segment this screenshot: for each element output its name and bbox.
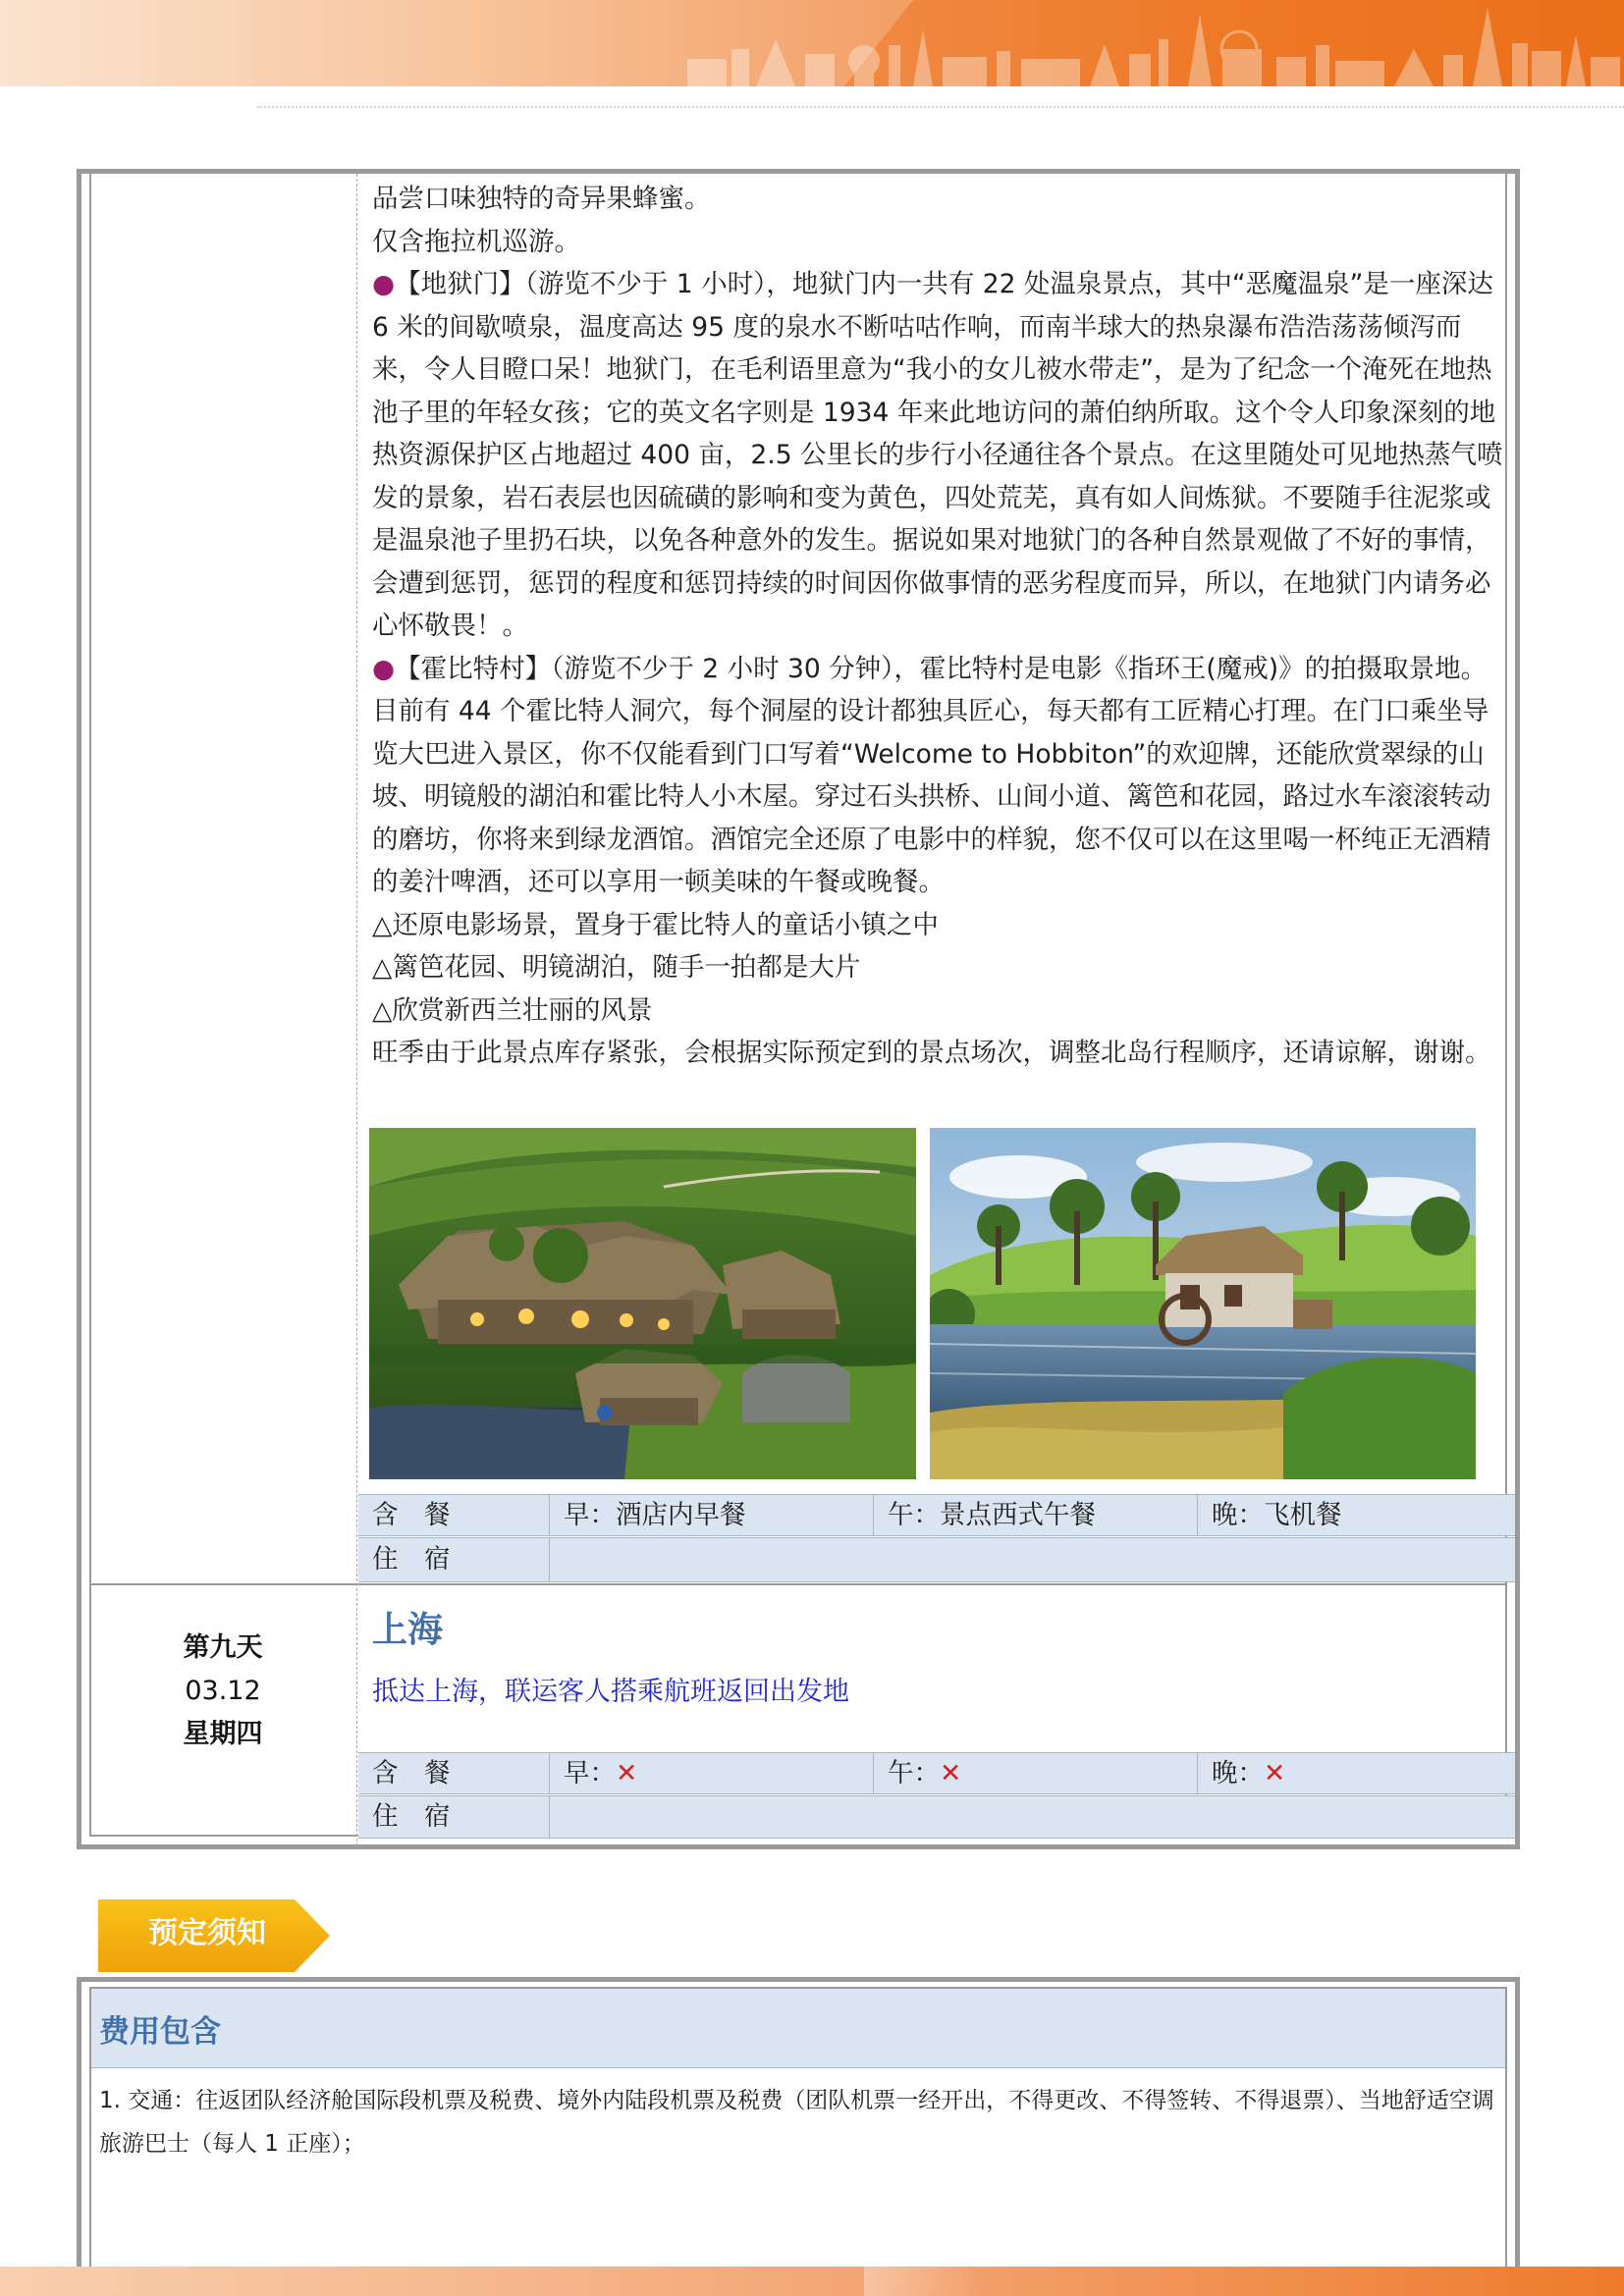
dinner-cell bbox=[1198, 1753, 1515, 1793]
hobbiton-text: 【霍比特村】（游览不少于 2 小时 30 分钟），霍比特村是电影《指环王(魔戒)》的拍摄取景地。目前有 44 个霍比特人洞穴，每个洞屋的设计都独具匠心，每天都有工匠精心打理。在门口乘坐导览大巴进入景区，你不仅能看到门口写着“Welcome to Hobbiton”的欢迎牌，还能欣赏翠绿的山坡、明镜般的湖泊和霍比特人小木屋。穿过石头拱桥、山间小道、篱笆和花园，路过水车滚滚转动的磨坊，你将来到绿龙酒馆。酒馆完全还原了电影中的样貌，您不仅可以在这里喝一杯纯正无酒精的姜汁啤酒，还可以享用一顿美味的午餐或晚餐。 bbox=[372, 653, 1491, 897]
bullet-icon: ● bbox=[372, 269, 396, 299]
highlight-item: △还原电影场景，置身于霍比特人的童话小镇之中 bbox=[372, 909, 939, 940]
day9-route: 抵达上海，联运客人搭乘航班返回出发地 bbox=[372, 1677, 849, 1707]
hobbiton-inn-photo bbox=[369, 1128, 916, 1479]
dinner-prefix: 晚： bbox=[1212, 1758, 1264, 1789]
highlight-item: △欣赏新西兰壮丽的风景 bbox=[372, 994, 653, 1026]
breakfast-cell bbox=[550, 1753, 874, 1793]
booking-notice-title: 预定须知 bbox=[148, 1916, 266, 1950]
header-banner bbox=[0, 0, 1624, 86]
fee-item-transport: 1. 交通：往返团队经济舱国际段机票及税费、境外内陆段机票及税费（团队机票一经开出，不得更改、不得签转、不得退票）、当地舒适空调旅游巴士（每人 1 正座）； bbox=[99, 2088, 1494, 2157]
breakfast-prefix: 早： bbox=[564, 1758, 616, 1789]
hells-gate-text: 【地狱门】（游览不少于 1 小时），地狱门内一共有 22 处温泉景点，其中“恶魔温泉”是一座深达 6 米的间歇喷泉，温度高达 95 度的泉水不断咕咕作响，而南半球大的热泉瀑布浩浩荡荡倾泻而来，令人目瞪口呆！地狱门，在毛利语里意为“我小的女儿被水带走”，是为了纪念一个淹死在地热池子里的年轻女孩；它的英文名字则是 1934 年来此地访问的萧伯纳所取。这个令人印象深刻的地热资源保护区占地超过 400 亩，2.5 公里长的步行小径通往各个景点。在这里随处可见地热蒸气喷发的景象，岩石表层也因硫磺的影响和变为黄色，四处荒芜，真有如人间炼狱。不要随手往泥浆或是温泉池子里扔石块，以免各种意外的发生。据说如果对地狱门的各种自然景观做了不好的事情，会遭到惩罚，惩罚的程度和惩罚持续的时间因你做事情的恶劣程度而异，所以，在地狱门内请务必心怀敬畏！。 bbox=[372, 269, 1503, 641]
hobbiton-paragraph bbox=[372, 648, 1511, 904]
paragraph-tractor-tour: 仅含拖拉机巡游。 bbox=[372, 226, 580, 257]
lunch-prefix: 午： bbox=[888, 1758, 940, 1789]
meals-label: 含 餐 bbox=[358, 1495, 550, 1535]
lunch-cell bbox=[874, 1753, 1198, 1793]
bullet-icon: ● bbox=[372, 653, 396, 684]
highlight-item: △篱笆花园、明镜湖泊，随手一拍都是大片 bbox=[372, 952, 861, 983]
cross-icon: ✕ bbox=[616, 1758, 638, 1789]
paragraph-kiwi-honey: 品尝口味独特的奇异果蜂蜜。 bbox=[372, 184, 711, 214]
footer-accent bbox=[864, 2267, 1060, 2296]
column-divider bbox=[356, 174, 357, 1846]
lodging-label: 住 宿 bbox=[358, 1796, 550, 1838]
dinner-cell: 晚：飞机餐 bbox=[1212, 1500, 1342, 1530]
fee-header bbox=[91, 1989, 1505, 2068]
lunch-cell: 午：景点西式午餐 bbox=[874, 1495, 1198, 1535]
day-separator bbox=[89, 1583, 1507, 1585]
breakfast-cell: 早：酒店内早餐 bbox=[550, 1495, 874, 1535]
lodging-label: 住 宿 bbox=[358, 1538, 550, 1581]
day9-lodging-row bbox=[358, 1795, 1515, 1839]
day-number: 第九天 bbox=[183, 1632, 263, 1663]
cross-icon: ✕ bbox=[1264, 1758, 1286, 1789]
footer-band bbox=[0, 2267, 1624, 2296]
itinerary-table bbox=[77, 169, 1520, 1849]
header-divider bbox=[257, 106, 1624, 108]
season-note: 旺季由于此景点库存紧张，会根据实际预定到的景点场次，调整北岛行程顺序，还请谅解，谢谢。 bbox=[372, 1038, 1491, 1068]
day-date: 03.12 bbox=[185, 1676, 261, 1706]
fee-title: 费用包含 bbox=[99, 2014, 221, 2050]
day-weekday: 星期四 bbox=[183, 1719, 263, 1749]
day9-label bbox=[89, 1627, 356, 1756]
day9-meals-row bbox=[358, 1752, 1515, 1794]
fee-inner-frame bbox=[89, 1987, 1507, 2296]
meals-label: 含 餐 bbox=[358, 1753, 550, 1793]
hells-gate-paragraph bbox=[372, 263, 1511, 648]
day8-lodging-row bbox=[358, 1537, 1515, 1582]
cross-icon: ✕ bbox=[940, 1758, 962, 1789]
day8-meals-row bbox=[358, 1494, 1515, 1536]
day8-description bbox=[372, 178, 1511, 1075]
lodging-value bbox=[550, 1538, 1515, 1578]
city-skyline-graphic bbox=[0, 0, 1624, 86]
lodging-value bbox=[550, 1796, 1515, 1837]
fee-inclusion-box bbox=[77, 1977, 1520, 2296]
hobbiton-mill-photo bbox=[930, 1128, 1476, 1479]
day9-city: 上海 bbox=[372, 1610, 444, 1650]
booking-notice-tab bbox=[98, 1899, 330, 1972]
